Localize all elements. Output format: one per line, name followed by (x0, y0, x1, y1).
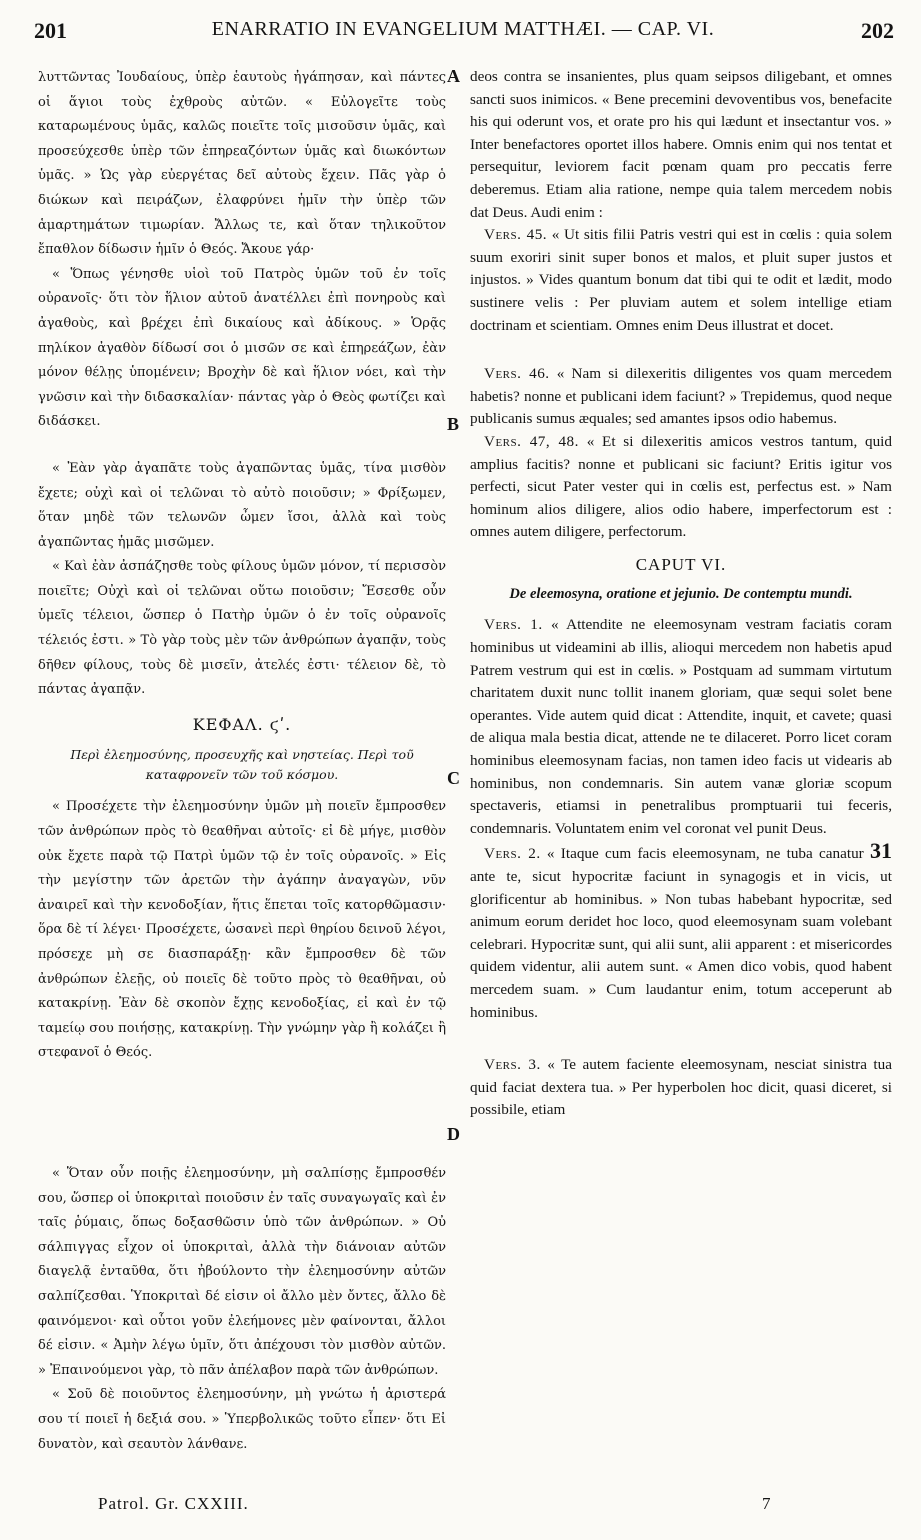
verse-text: « Te autem faciente eleemosynam, nesciat sinistra tua quid faciat dextera tua. » Per hyperbolen hoc dicit, quasi diceret, si possibile, etiam (470, 1056, 892, 1119)
verse-text: « Attendite ne eleemosynam vestram faciatis coram hominibus ut videamini ab illis, alioqui mercedem non habetis apud Patrem vestrum qui est in cœlis. » Postquam ad summam virtutum charitatem duxit nunc tollit inanem gloriam, quæ sequi solet bene operantes. Vide autem quid dicat : Attendite, inquit, et cavete; quasi de aliqua mala bestia dicat, attende ne te dilaceret. Porro licet coram hominibus eleemosynam facias, non tamen ideo facis ut videaris ab hominibus, non condemnaris. Sin autem vanæ gloriæ scopum spectaveris, etiamsi in penetralibus promptuarii tui feceris, condemnaris. Voluntatem enim vel coronat vel punit Deus. (470, 616, 892, 837)
verse-text: « Itaque cum facis eleemosynam, ne tuba canatur (546, 845, 864, 863)
latin-verse (470, 431, 892, 544)
greek-paragraph: « Καὶ ἐὰν ἀσπάζησθε τοὺς φίλους ὑμῶν μόνον, τί περισσὸν ποιεῖτε; Οὐχὶ καὶ οἱ τελῶναι οὕτω ποιοῦσιν; Ἔσεσθε οὖν ὑμεῖς τέλειοι, ὥσπερ ὁ Πατὴρ ὑμῶν ὁ ἐν τοῖς οὐρανοῖς τέλειός ἐστι. » Τὸ γὰρ τοὺς μὲν τῶν ἀνθρώπων ἀγαπᾷν, τοὺς δῆθεν φίλους, τοὺς δὲ μισεῖν, ἀτελές ἐστι· τέλειον δὲ, τὸ πάντας ἀγαπᾷν. (38, 559, 446, 698)
page-number-left: 201 (34, 18, 67, 43)
latin-chapter-summary: De eleemosyna, oratione et jejunio. De contemptu mundi. (509, 586, 853, 603)
verse-label: Vers. 1. (484, 616, 543, 634)
verse-label: Vers. 3. (484, 1056, 541, 1074)
verse-label: Vers. 47, 48. (484, 432, 579, 450)
verse-text: « Nam si dilexeritis diligentes vos quam mercedem habetis? nonne et publicani idem faciunt? » Trepidemus, quod neque publicanis sumus æquales; sed amantes ipsos odio habemus. (470, 365, 892, 428)
greek-paragraph: « Σοῦ δὲ ποιοῦντος ἐλεημοσύνην, μὴ γνώτω ἡ ἀριστερά σου τί ποιεῖ ἡ δεξιά σου. » Ὑπερβολικῶς τοῦτο εἶπεν· ὅτι Εἰ δυνατὸν, καὶ σεαυτὸν λάνθανε. (38, 1387, 446, 1452)
greek-chapter-summary: Περὶ ἐλεημοσύνης, προσευχῆς καὶ νηστείας. Περὶ τοῦ καταφρονεῖν τῶν τοῦ κόσμου. (70, 747, 414, 783)
greek-paragraph: « Ἐὰν γὰρ ἀγαπᾶτε τοὺς ἀγαπῶντας ὑμᾶς, τίνα μισθὸν ἔχετε; οὐχὶ καὶ οἱ τελῶναι τὸ αὐτὸ ποιοῦσιν; » Φρίξωμεν, ὅταν μηδὲ τῶν τελωνῶν ὦμεν ἴσοι, ἀλλὰ καὶ τοὺς ἀγαπῶντας ἡμᾶς μισῶμεν. (38, 460, 446, 550)
footer-signature: Patrol. Gr. CXXIII. (98, 1494, 249, 1513)
margin-marker-d: D (447, 1124, 460, 1144)
verse-label: Vers. 2. (484, 845, 541, 863)
verse-label: Vers. 45. (484, 226, 548, 244)
margin-marker-b: B (447, 414, 460, 434)
verse-label: Vers. 46. (484, 365, 550, 383)
latin-verse (470, 363, 892, 431)
latin-chapter-heading: CAPUT VI. (635, 554, 727, 574)
running-header (30, 10, 896, 46)
latin-column (470, 66, 892, 1506)
greek-chapter-heading: ΚΕΦΑΛ. ϛʹ. (192, 714, 292, 734)
footer-sheet-number: 7 (762, 1494, 771, 1513)
greek-column (38, 66, 446, 1506)
latin-paragraph: deos contra se insanientes, plus quam seipsos diligebant, et omnes sancti suos inimicos. « Bene precemini devoventibus vos, benefacite his qui oderunt vos, et orate pro his qui lædunt et insectantur vos. » Inter benefactores oportet illos habere. Omnis enim qui nos tentat et persequitur, leviorem facit pœnam quam pro peccatis ferre deberemus. Etiam alia ratione, nempe quia talem mercedem nobis dat Deus. Audi enim : (470, 68, 892, 221)
verse-text: « Et si dilexeritis amicos vestros tantum, quid amplius facitis? nonne et publicani sic faciunt? Eritis igitur vos perfecti, sicut Pater vester qui in cœlis est, perfectus est. » Nam hominum alios diligere, alios odio habere, imperfectorum est : omnes autem diligere, perfectorum. (470, 432, 892, 541)
latin-verse (470, 614, 892, 840)
greek-paragraph: « Ὅπως γένησθε υἱοὶ τοῦ Πατρὸς ὑμῶν τοῦ ἐν τοῖς οὐρανοῖς· ὅτι τὸν ἥλιον αὐτοῦ ἀνατέλλει ἐπὶ πονηροὺς καὶ ἀγαθοὺς, καὶ βρέχει ἐπὶ δικαίους καὶ ἀδίκους. » Ὁρᾷς πηλίκον ἀγαθὸν δίδωσί σοι ὁ μισῶν σε καὶ ἐπηρεάζων, ἐὰν μόνον θέλῃς ὑπομένειν; Βροχὴν δὲ καὶ ἥλιον νόει, καὶ τὴν γνῶσιν καὶ τὴν διδασκαλίαν· πάντας γὰρ ὁ Θεὸς φωτίζει καὶ διδάσκει. (38, 266, 446, 430)
latin-verse (470, 1054, 892, 1122)
margin-marker-a: A (447, 66, 460, 86)
verse-text: « Ut sitis filii Patris vestri qui est in cœlis : quia solem suum exoriri sinit super bonos et malos, et pluit super justos et injustos. » Vides quantum bonum dat tibi qui te odit et lædit, modo sustinere velis : Per pluviam autem et solem intellige etiam doctrinam et scientiam. Omnes enim Deus illustrat et docet. (470, 226, 892, 334)
greek-paragraph: « Ὅταν οὖν ποιῇς ἐλεημοσύνην, μὴ σαλπίσῃς ἔμπροσθέν σου, ὥσπερ οἱ ὑποκριταὶ ποιοῦσιν ἐν ταῖς συναγωγαῖς καὶ ἐν ταῖς ῥύμαις, ὅπως δοξασθῶσιν ὑπὸ τῶν ἀνθρώπων. » Οὐ σάλπιγγας εἶχον οἱ ὑποκριταὶ, ἀλλὰ τὴν διάνοιαν αὐτῶν διαγελᾷ ἐνταῦθα, ὅτι ἠβούλοντο τὴν ἐλεημοσύνην αὐτῶν σαλπίζεσθαι. Ὑποκριταὶ δέ εἰσιν οἱ ἄλλο μὲν ὄντες, ἄλλο δὲ φαινόμενοι· καὶ οὗτοι γοῦν ἐλεήμονες μὲν φαίνονται, ἄλλοι δέ εἰσιν. « Ἀμὴν λέγω ὑμῖν, ὅτι ἀπέχουσι τὸν μισθὸν αὐτῶν. » Ἐπαινούμενοι γὰρ, τὸ πᾶν ἀπέλαβον παρὰ τῶν ἀνθρώπων. (38, 1165, 446, 1378)
latin-verse (470, 224, 892, 337)
greek-paragraph: « Προσέχετε τὴν ἐλεημοσύνην ὑμῶν μὴ ποιεῖν ἔμπροσθεν τῶν ἀνθρώπων πρὸς τὸ θεαθῆναι αὐτοῖς· εἰ δὲ μήγε, μισθὸν οὐκ ἔχετε παρὰ τῷ Πατρὶ ὑμῶν τῷ ἐν τοῖς οὐρανοῖς. » Εἰς τὴν μεγίστην τῶν ἀρετῶν τὴν ἀγάπην ἀναγαγὼν, νῦν ἀναιρεῖ καὶ τὴν κενοδοξίαν, ἥτις ἕπεται τοῖς κατορθῶμασιν· ὅρα δὲ τί λέγει· Προσέχετε, ὡσανεὶ περὶ θηρίου δεινοῦ λέγοι, πρόσεχε μὴ σε διασπαράξῃ· κἂν ἔμπροσθεν δὲ τῶν ἀνθρώπων ἐλεῇς, οὐ ποιεῖς δὲ τοῦτο πρὸς τὸ θεαθῆναι, οὐ κατακρίνῃ. Ἐὰν δὲ σκοπὸν ἔχῃς κενοδοξίας, εἰ καὶ ἐν τῷ ταμείῳ σου ποιήσῃς, κατακρίνῃ. Τὴν γνώμην γὰρ ἢ κολάζει ἢ στεφανοῖ ὁ Θεός. (38, 799, 446, 1061)
latin-verse (470, 840, 892, 1024)
page-number-right: 202 (861, 18, 894, 43)
margin-marker-c: C (447, 768, 460, 788)
column-number: 31 (870, 838, 892, 864)
running-title: ENARRATIO IN EVANGELIUM MATTHÆI. — CAP. VI. (211, 18, 715, 40)
greek-paragraph: λυττῶντας Ἰουδαίους, ὑπὲρ ἑαυτοὺς ἠγάπησαν, καὶ πάντες οἱ ἅγιοι τοὺς ἐχθροὺς αὐτῶν. « Εὐλογεῖτε τοὺς καταρωμένους ὑμᾶς, καλῶς ποιεῖτε τοῖς μισοῦσιν ὑμᾶς, καὶ προσεύχεσθε ὑπὲρ τῶν ἐπηρεαζόντων ὑμᾶς καὶ διωκόντων ὑμᾶς. » Ὡς γὰρ εὐεργέτας δεῖ αὐτοὺς ἔχειν. Πᾶς γὰρ ὁ διώκων καὶ πειράζων, ἐλαφρύνει ἡμῖν τὴν ὑπὲρ τῶν ἁμαρτημάτων τιμωρίαν. Ἄλλως τε, καὶ ὅταν τηλικοῦτον ἔπαθλον δίδωσιν ἡμῖν ὁ Θεός. Ἄκουε γάρ· (38, 70, 446, 258)
verse-text: ante te, sicut hypocritæ faciunt in synagogis et in vicis, ut glorificentur ab hominibus. » Non tubas habebant hypocritæ, sed animum eorum deridet hoc loco, quod eleemosynam suam volebant celebrari. Hypocritæ sunt, qui alii sunt, alii apparent : et misericordes quidem videntur, alii autem sunt. « Amen dico vobis, quod habent mercedem suam. » Cum laudantur enim, totum acceperunt ab hominibus. (470, 868, 892, 1021)
